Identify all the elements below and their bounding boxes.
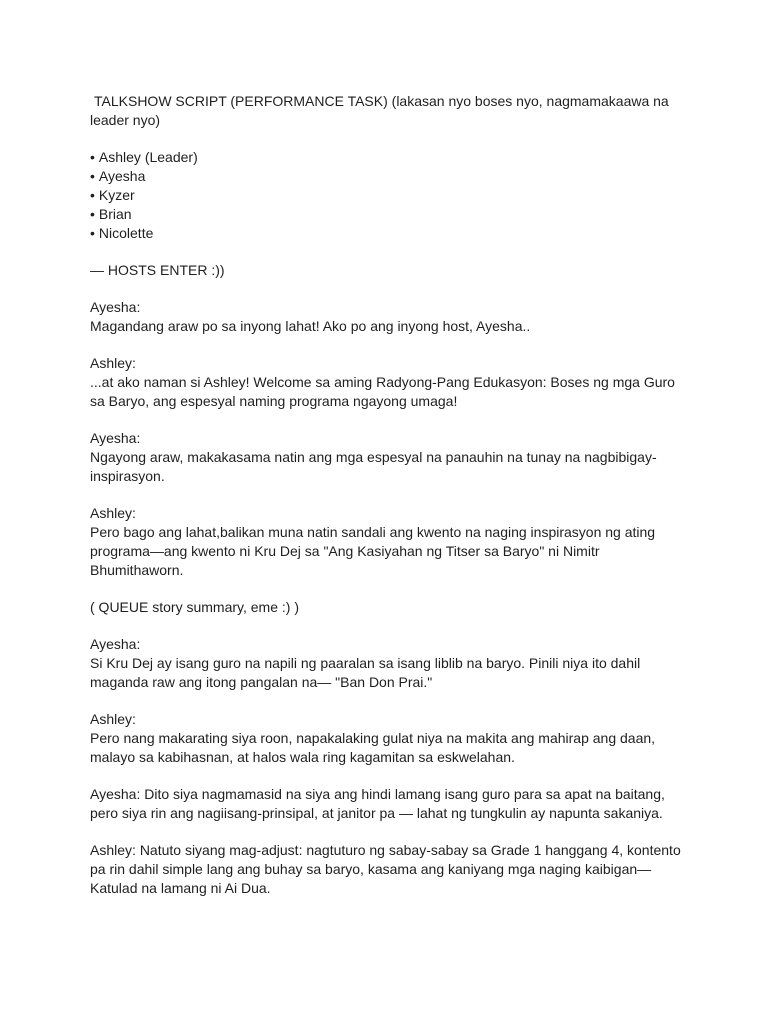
bullet-icon: • xyxy=(90,187,95,203)
dialogue-text: Magandang araw po sa inyong lahat! Ako po ang inyong host, Ayesha.. xyxy=(90,318,531,334)
speaker-label: Ayesha: xyxy=(90,636,141,652)
list-item xyxy=(90,148,690,167)
bullet-icon: • xyxy=(90,149,95,165)
list-item xyxy=(90,224,690,243)
dialogue-text: Pero bago ang lahat,balikan muna natin sandali ang kwento na naging inspirasyon ng ating programa—ang kwento ni Kru Dej sa "Ang Kasiyahan ng Titser sa Baryo" ni Nimitr Bhumithaworn. xyxy=(90,524,656,578)
speaker-label: Ashley: xyxy=(90,505,136,521)
speaker-label: Ayesha: xyxy=(90,786,141,802)
dialogue-block-inline xyxy=(90,841,690,898)
dialogue-block-inline xyxy=(90,785,690,823)
member-name: Ashley (Leader) xyxy=(98,149,198,165)
stage-cue-queue: ( QUEUE story summary, eme :) ) xyxy=(90,599,299,615)
speaker-label: Ayesha: xyxy=(90,430,141,446)
member-name: Ayesha xyxy=(98,168,146,184)
bullet-icon: • xyxy=(90,168,95,184)
list-item xyxy=(90,167,690,186)
document-title xyxy=(90,92,690,130)
bullet-icon: • xyxy=(90,206,95,222)
dialogue-text: ...at ako naman si Ashley! Welcome sa aming Radyong-Pang Edukasyon: Boses ng mga Guro sa Baryo, ang espesyal naming programa ngayong umaga! xyxy=(90,374,675,409)
member-list xyxy=(90,148,690,243)
member-name: Nicolette xyxy=(98,225,154,241)
member-name: Brian xyxy=(98,206,132,222)
speaker-label: Ashley: xyxy=(90,355,136,371)
stage-cue-hosts: — HOSTS ENTER :)) xyxy=(90,262,225,278)
document-title-text: TALKSHOW SCRIPT (PERFORMANCE TASK) (lakasan nyo boses nyo, nagmamakaawa na leader nyo) xyxy=(90,93,669,128)
speaker-label: Ashley: xyxy=(90,842,136,858)
dialogue-block xyxy=(90,635,690,692)
speaker-label: Ayesha: xyxy=(90,299,141,315)
dialogue-block xyxy=(90,429,690,486)
member-name: Kyzer xyxy=(98,187,135,203)
speaker-label: Ashley: xyxy=(90,711,136,727)
list-item xyxy=(90,205,690,224)
list-item xyxy=(90,186,690,205)
bullet-icon: • xyxy=(90,225,95,241)
dialogue-text: Dito siya nagmamasid na siya ang hindi lamang isang guro para sa apat na baitang, pero siya rin ang nagiisang-prinsipal, at janitor pa — lahat ng tungkulin ay napunta sakaniya. xyxy=(90,786,665,821)
dialogue-text: Ngayong araw, makakasama natin ang mga espesyal na panauhin na tunay na nagbibigay-inspirasyon. xyxy=(90,449,657,484)
dialogue-text: Natuto siyang mag-adjust: nagtuturo ng sabay-sabay sa Grade 1 hanggang 4, kontento pa rin dahil simple lang ang buhay sa baryo, kasama ang kaniyang mga naging kaibigan— Katulad na lamang ni Ai Dua. xyxy=(90,842,681,896)
script-document xyxy=(90,92,690,916)
dialogue-block xyxy=(90,298,690,336)
dialogue-block xyxy=(90,354,690,411)
dialogue-text: Si Kru Dej ay isang guro na napili ng paaralan sa isang liblib na baryo. Pinili niya ito dahil maganda raw ang itong pangalan na— "Ban Don Prai." xyxy=(90,655,641,690)
dialogue-block xyxy=(90,504,690,580)
dialogue-text: Pero nang makarating siya roon, napakalaking gulat niya na makita ang mahirap ang daan, malayo sa kabihasnan, at halos wala ring kagamitan sa eskwelahan. xyxy=(90,730,656,765)
dialogue-block xyxy=(90,710,690,767)
